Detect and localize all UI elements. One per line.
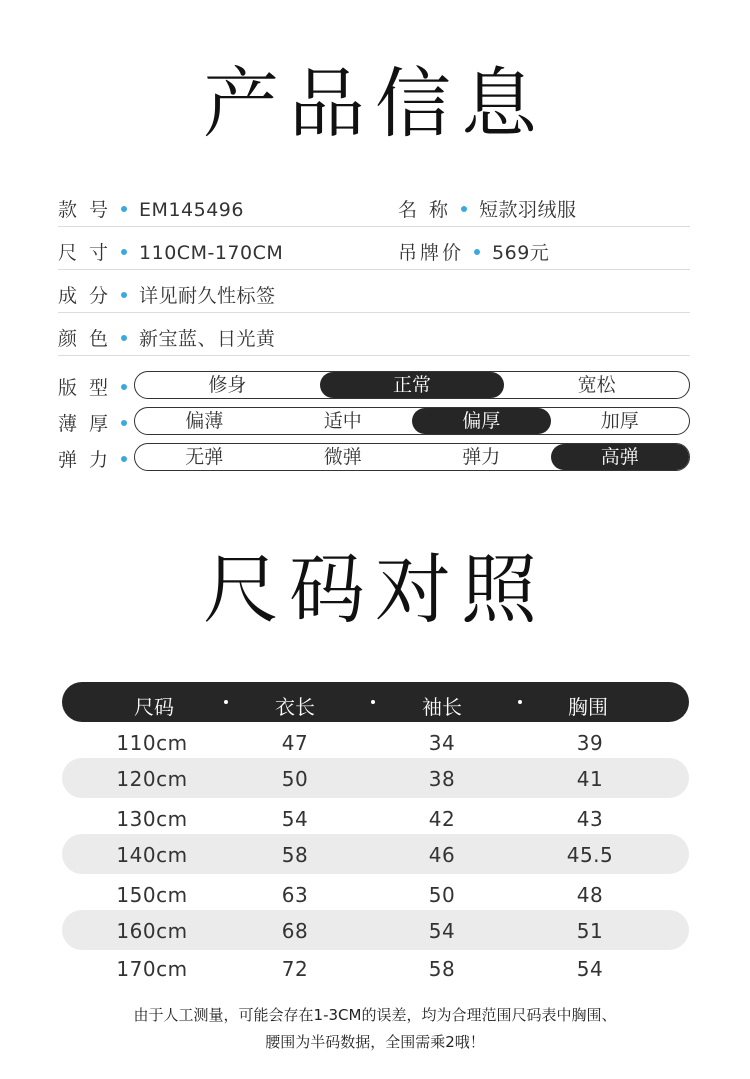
- table-row: [62, 910, 689, 950]
- attr-label: [58, 373, 139, 400]
- bullet-dot-icon: [474, 249, 480, 255]
- field-material: [58, 281, 276, 308]
- bullet-dot-icon: [121, 420, 127, 426]
- field-label: 颜 色: [58, 328, 112, 350]
- header-size: 尺码: [134, 695, 174, 719]
- table-cell: 120cm: [116, 767, 188, 791]
- table-cell: 72: [281, 957, 309, 981]
- table-cell: 54: [428, 919, 456, 943]
- attr-row-fit: [58, 371, 690, 401]
- field-price: [398, 238, 549, 265]
- table-cell: 39: [576, 731, 604, 755]
- field-value: EM145496: [139, 199, 244, 221]
- elasticity-option[interactable]: 微弹: [323, 446, 362, 468]
- table-cell: 140cm: [116, 843, 188, 867]
- table-row: [62, 758, 689, 798]
- table-cell: 58: [428, 957, 456, 981]
- bullet-dot-icon: [121, 384, 127, 390]
- table-cell: 50: [428, 883, 456, 907]
- field-value: 569元: [492, 242, 550, 264]
- field-size: [58, 238, 283, 265]
- table-cell: 68: [281, 919, 309, 943]
- attr-row-thickness: [58, 407, 690, 437]
- size-table-header: [62, 682, 689, 722]
- table-cell: 170cm: [116, 957, 188, 981]
- thickness-option[interactable]: 适中: [323, 410, 362, 432]
- elasticity-option[interactable]: 高弹: [551, 444, 690, 470]
- field-name: [398, 195, 577, 222]
- table-cell: 150cm: [116, 883, 188, 907]
- info-row-color: [58, 312, 690, 356]
- field-label: 款 号: [58, 199, 112, 221]
- field-color: [58, 324, 276, 351]
- bullet-dot-icon: [461, 206, 467, 212]
- table-cell: 130cm: [116, 807, 188, 831]
- table-cell: 51: [576, 919, 604, 943]
- table-cell: 42: [428, 807, 456, 831]
- attr-label: [58, 445, 139, 472]
- table-cell: 54: [281, 807, 309, 831]
- fit-option[interactable]: 正常: [320, 372, 505, 398]
- table-cell: 110cm: [116, 731, 188, 755]
- elasticity-option[interactable]: 弹力: [462, 446, 501, 468]
- measurement-note-line1: 由于人工测量，可能会存在1-3CM的误差，均为合理范围尺码表中胸围、: [133, 1006, 617, 1024]
- thickness-option[interactable]: 偏厚: [412, 408, 551, 434]
- attr-label-text: 弹 力: [58, 449, 112, 471]
- header-sleeve: 袖长: [422, 695, 462, 719]
- fit-selector: [134, 371, 690, 399]
- table-cell: 41: [576, 767, 604, 791]
- field-label: 成 分: [58, 285, 112, 307]
- table-cell: 54: [576, 957, 604, 981]
- bullet-dot-icon: [121, 335, 127, 341]
- field-value: 短款羽绒服: [479, 199, 577, 221]
- attr-label-text: 版 型: [58, 377, 112, 399]
- field-value: 110CM-170CM: [139, 242, 284, 264]
- field-model: [58, 195, 244, 222]
- bullet-dot-icon: [121, 249, 127, 255]
- table-cell: 46: [428, 843, 456, 867]
- bullet-dot-icon: [121, 206, 127, 212]
- info-row-model: [58, 183, 690, 227]
- measurement-note-line2: 腰围为半码数据，全围需乘2哦！: [265, 1033, 485, 1051]
- table-cell: 43: [576, 807, 604, 831]
- table-cell: 50: [281, 767, 309, 791]
- product-info-title: 产品信息: [203, 59, 547, 148]
- header-chest: 胸围: [568, 695, 608, 719]
- table-cell: 34: [428, 731, 456, 755]
- field-label: 名 称: [398, 199, 452, 221]
- elasticity-option[interactable]: 无弹: [185, 446, 224, 468]
- attr-row-elasticity: [58, 443, 690, 473]
- attr-label-text: 薄 厚: [58, 413, 112, 435]
- table-cell: 47: [281, 731, 309, 755]
- field-value: 详见耐久性标签: [139, 285, 276, 307]
- separator-dot-icon: [224, 700, 228, 704]
- separator-dot-icon: [371, 700, 375, 704]
- table-row: [62, 948, 689, 988]
- bullet-dot-icon: [121, 456, 127, 462]
- attr-label: [58, 409, 139, 436]
- thickness-selector: [134, 407, 690, 435]
- size-chart-title: 尺码对照: [203, 545, 547, 634]
- table-cell: 45.5: [566, 843, 614, 867]
- fit-option[interactable]: 修身: [208, 374, 247, 396]
- field-label: 尺 寸: [58, 242, 112, 264]
- header-length: 衣长: [275, 695, 315, 719]
- table-cell: 48: [576, 883, 604, 907]
- thickness-option[interactable]: 偏薄: [185, 410, 224, 432]
- info-row-size: [58, 226, 690, 270]
- thickness-option[interactable]: 加厚: [600, 410, 639, 432]
- table-cell: 63: [281, 883, 309, 907]
- table-row: [62, 874, 689, 914]
- field-value: 新宝蓝、日光黄: [139, 328, 276, 350]
- bullet-dot-icon: [121, 292, 127, 298]
- field-label: 吊牌价: [398, 242, 465, 264]
- table-row: [62, 798, 689, 838]
- elasticity-selector: [134, 443, 690, 471]
- fit-option[interactable]: 宽松: [577, 374, 616, 396]
- table-cell: 38: [428, 767, 456, 791]
- table-row: [62, 834, 689, 874]
- separator-dot-icon: [518, 700, 522, 704]
- table-cell: 58: [281, 843, 309, 867]
- table-row: [62, 722, 689, 762]
- info-row-material: [58, 269, 690, 313]
- table-cell: 160cm: [116, 919, 188, 943]
